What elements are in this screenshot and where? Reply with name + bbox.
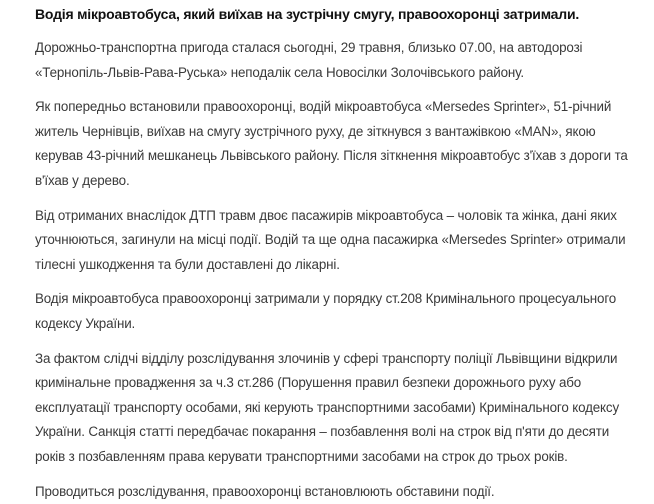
article-paragraph-1: Дорожньо-транспортна пригода сталася сьогодні, 29 травня, близько 07.00, на автодорозі «Тернопіль-Львів-Рава-Руська» неподалік села Новосілки Золочівського району. <box>35 36 635 85</box>
article-paragraph-5: За фактом слідчі відділу розслідування злочинів у сфері транспорту поліції Львівщини відкрили кримінальне провадження за ч.3 ст.286 (Порушення правил безпеки дорожнього руху або експлуатації транспорту особами, які керують транспортними засобами) Кримінального кодексу України. Санкція статті передбачає покарання – позбавлення волі на строк від п'яти до десяти років з позбавленням права керувати транспортними засобами на строк до трьох років. <box>35 347 635 470</box>
article-paragraph-3: Від отриманих внаслідок ДТП травм двоє пасажирів мікроавтобуса – чоловік та жінка, дані яких уточнюються, загинули на місці події. Водій та ще одна пасажирка «Mersedes Sprinter» отримали тілесні ушкодження та були доставлені до лікарні. <box>35 204 635 278</box>
article-title: Водія мікроавтобуса, який виїхав на зустрічну смугу, правоохоронці затримали. <box>35 4 635 24</box>
article-paragraph-4: Водія мікроавтобуса правоохоронці затримали у порядку ст.208 Кримінального процесуального кодексу України. <box>35 287 635 336</box>
article-paragraph-6: Проводиться розслідування, правоохоронці встановлюють обставини події. <box>35 480 635 504</box>
news-article <box>35 0 635 504</box>
article-paragraph-2: Як попередньо встановили правоохоронці, водій мікроавтобуса «Mersedes Sprinter», 51-річний житель Чернівців, виїхав на смугу зустрічного руху, де зіткнувся з вантажівкою «MAN», якою керував 43-річний мешканець Львівського району. Після зіткнення мікроавтобус з'їхав з дороги та в'їхав у дерево. <box>35 95 635 193</box>
